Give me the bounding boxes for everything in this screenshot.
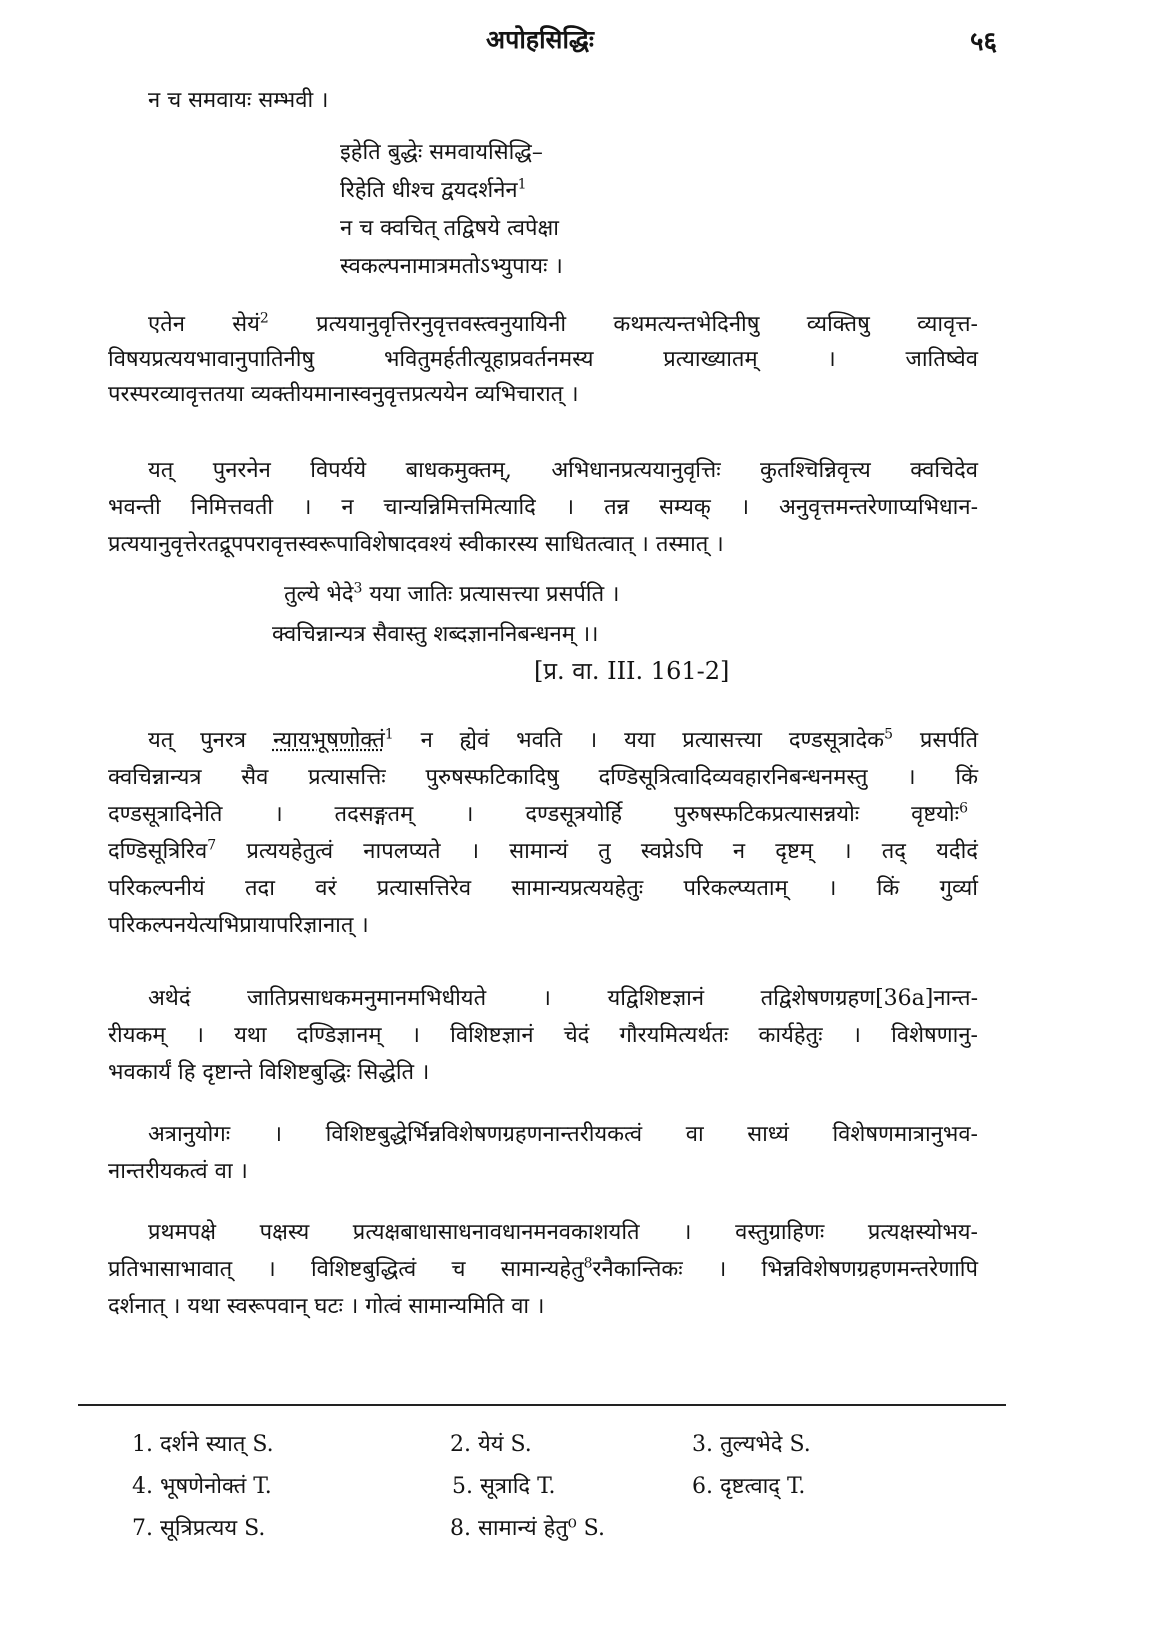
paragraph-line: भवकार्यं हि दृष्टान्ते विशिष्टबुद्धिः सिद्धेति । (108, 1060, 430, 1085)
footnote-marker: 5 (884, 726, 893, 743)
footnote: 2. येयं S. (450, 1432, 532, 1457)
paragraph-line: परस्परव्यावृत्ततया व्यक्तीयमानास्वनुवृत्तप्रत्ययेन व्यभिचारात् । (108, 382, 579, 407)
running-header-title: अपोहसिद्धिः (486, 25, 594, 54)
footnote-marker: 3 (353, 580, 363, 597)
footnote: 1. दर्शने स्यात् S. (132, 1432, 274, 1457)
verse-line: इहेति बुद्धेः समवायसिद्धि– (340, 140, 543, 165)
paragraph-line: दर्शनात् । यथा स्वरूपवान् घटः । गोत्वं सामान्यमिति वा । (108, 1294, 545, 1319)
footnote-marker: 1 (384, 726, 394, 743)
footnote: 3. तुल्यभेदे S. (692, 1432, 811, 1457)
paragraph-line: प्रतिभासाभावात् । विशिष्टबुद्धित्वं च सामान्यहेतु$^8$रनैकान्तिकः । भिन्नविशेषणग्रहणमन्तरेणापि (108, 1255, 978, 1282)
paragraph-line: प्रथमपक्षे पक्षस्य प्रत्यक्षबाधासाधनावधानमनवकाशयति । वस्तुग्राहिणः प्रत्यक्षस्योभय- (148, 1220, 978, 1245)
verse-reference: [प्र. वा. III. 161-2] (534, 657, 730, 685)
paragraph-line: यत् पुनरत्र न्यायभूषणोक्तं$^1$ न ह्येवं भवति । यया प्रत्यासत्त्या दण्डसूत्रादेक$^5$ प्रसर्पति (148, 726, 979, 753)
footnote-divider (78, 1404, 1006, 1406)
paragraph-line: अथेदं जातिप्रसाधकमनुमानमभिधीयते । यद्विशिष्टज्ञानं तद्विशेषणग्रहण[36a]नान्त- (148, 986, 978, 1011)
paragraph-line: परिकल्पनीयं तदा वरं प्रत्यासत्तिरेव सामान्यप्रत्ययहेतुः परिकल्प्यताम् । किं गुर्व्या (108, 876, 978, 901)
verse-line: तुल्ये भेदे$^3$ यया जातिः प्रत्यासत्त्या प्रसर्पति । (284, 580, 620, 607)
page-number: ५६ (970, 27, 998, 57)
footnote: 5. सूत्रादि T. (452, 1474, 556, 1499)
footnote: 8. सामान्यं हेतु⁰ S. (450, 1516, 605, 1541)
paragraph-line: भवन्ती निमित्तवती । न चान्यन्निमित्तमित्यादि । तन्न सम्यक् । अनुवृत्तमन्तरेणाप्यभिधान- (108, 495, 978, 520)
paragraph-line: क्वचिन्नान्यत्र सैव प्रत्यासत्तिः पुरुषस्फटिकादिषु दण्डिसूत्रित्वादिव्यवहारनिबन्धनमस्तु । किं (108, 765, 978, 790)
paragraph-line: एतेन सेयं$^2$ प्रत्ययानुवृत्तिरनुवृत्तवस्त्वनुयायिनी कथमत्यन्तभेदिनीषु व्यक्तिषु व्यावृत्त- (148, 310, 978, 337)
paragraph-line: दण्डिसूत्रिरिव$^7$ प्रत्ययहेतुत्वं नापलप्यते । सामान्यं तु स्वप्नेऽपि न दृष्टम् । तद् यदीदं (108, 837, 978, 864)
footnote-marker: 6 (959, 800, 968, 817)
footnote: 7. सूत्रिप्रत्यय S. (132, 1516, 266, 1541)
paragraph-line: नान्तरीयकत्वं वा । (108, 1159, 248, 1184)
paragraph-line: दण्डसूत्रादिनेति । तदसङ्गतम् । दण्डसूत्रयोर्हि पुरुषस्फटिकप्रत्यासन्नयोः वृष्टयोः$^6$ (108, 800, 968, 827)
paragraph-line: प्रत्ययानुवृत्तेरतद्रूपपरावृत्तस्वरूपाविशेषादवश्यं स्वीकारस्य साधितत्वात् । तस्मात् । (108, 532, 724, 557)
footnote: 6. दृष्टत्वाद् T. (692, 1474, 806, 1499)
verse-line: रिहेति धीश्च द्वयदर्शनेन$^1$ (340, 176, 527, 203)
footnote-marker: 8 (583, 1255, 593, 1272)
footnote-marker: 2 (259, 310, 269, 327)
footnote-marker: 1 (517, 176, 527, 193)
paragraph-line: परिकल्पनयेत्यभिप्रायापरिज्ञानात् । (108, 913, 369, 938)
verse-line: क्वचिन्नान्यत्र सैवास्तु शब्दज्ञाननिबन्धनम् ।। (272, 622, 599, 647)
footnote: 4. भूषणेनोक्तं T. (132, 1474, 272, 1499)
paragraph-line: अत्रानुयोगः । विशिष्टबुद्धेर्भिन्नविशेषणग्रहणनान्तरीयकत्वं वा साध्यं विशेषणमात्रानुभव- (148, 1122, 978, 1147)
footnote-marker: 7 (207, 837, 217, 854)
verse-line: स्वकल्पनामात्रमतोऽभ्युपायः । (340, 254, 563, 279)
opening-line: न च समवायः सम्भवी । (148, 88, 329, 113)
verse-block-1 (340, 134, 660, 286)
paragraph-line: यत् पुनरनेन विपर्यये बाधकमुक्तम्, अभिधानप्रत्ययानुवृत्तिः कुतश्चिन्निवृत्त्य क्वचिदेव (148, 458, 978, 483)
paragraph-line: विषयप्रत्ययभावानुपातिनीषु भवितुमर्हतीत्यूहाप्रवर्तनमस्य प्रत्याख्यातम् । जातिष्वेव (108, 347, 978, 372)
verse-line: न च क्वचित् तद्विषये त्वपेक्षा (340, 216, 559, 241)
paragraph-line: रीयकम् । यथा दण्डिज्ञानम् । विशिष्टज्ञानं चेदं गौरयमित्यर्थतः कार्यहेतुः । विशेषणानु- (108, 1023, 978, 1048)
